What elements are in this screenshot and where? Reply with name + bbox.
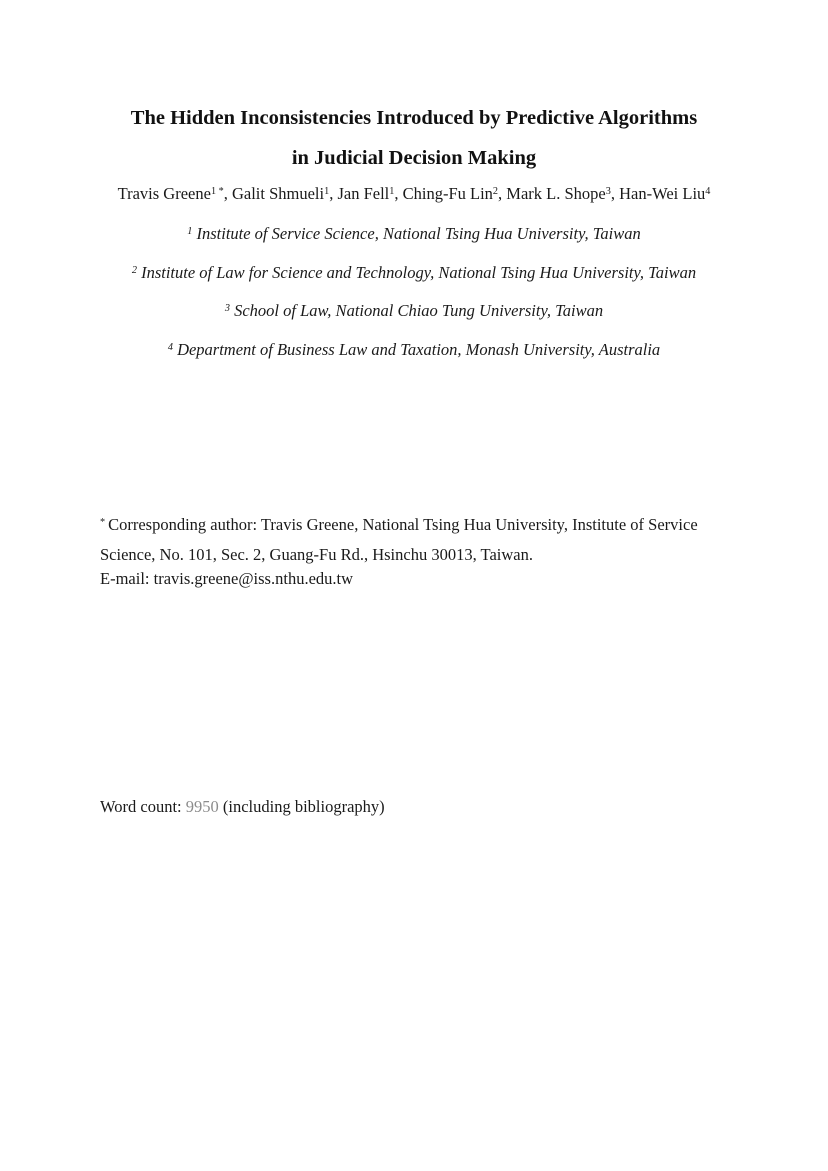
affiliation-line: $^4$ Department of Business Law and Taxation, Monash University, Australia [167,339,661,359]
affiliation-line: $^3$ School of Law, National Chiao Tung University, Taiwan [224,301,604,320]
author-name: Jan Fell$^1$ [337,184,395,203]
author-name: Ching-Fu Lin$^2$ [402,184,499,203]
corresponding-author-footnote [100,510,728,569]
email-label: E-mail: [100,569,150,588]
footnote-marker: * [100,517,106,529]
author-name: Han-Wei Liu$^4$ [619,184,711,203]
word-count-label: Word count: [100,797,182,816]
author-affiliation-mark: 2 [492,186,499,198]
author-affiliation-mark: 1 * [210,186,224,198]
word-count-line [100,796,385,818]
author-name: Galit Shmueli$^1$ [231,184,330,203]
affiliation-number: 2 [131,264,137,276]
author-affiliation-mark: 3 [605,186,611,198]
affiliation-number: 1 [187,226,193,238]
word-count-value: 9950 [185,797,219,816]
authors-line: Travis Greene$^{1 *}$, Galit Shmueli$^1$, Jan Fell$^1$, Ching-Fu Lin$^2$, Mark L. Shope$^3$, Han-Wei Liu$^4$ [117,184,711,203]
email-line [100,568,353,590]
affiliation-line: $^2$ Institute of Law for Science and Technology, National Tsing Hua University, Taiwan [131,262,697,282]
author-affiliation-mark: 1 [324,186,330,198]
affiliation-number: 4 [167,341,173,353]
author-affiliation-mark: 4 [705,186,711,198]
word-count-suffix: (including bibliography) [222,797,385,816]
paper-title-line2: in Judicial Decision Making [291,147,537,169]
affiliations-list [0,223,828,377]
affiliation-number: 3 [224,303,230,315]
author-name: Mark L. Shope$^3$ [506,184,611,203]
paper-title-line1: The Hidden Inconsistencies Introduced by Predictive Algorithms [130,107,698,129]
paper-title [0,98,828,178]
footnote-text: Corresponding author: Travis Greene, National Tsing Hua University, Institute of Service Science, No. 101, Sec. 2, Guang-Fu Rd., Hsinchu 30013, Taiwan. [100,515,698,564]
author-affiliation-mark: 1 [389,186,395,198]
author-name: Travis Greene$^{1 *}$ [117,184,224,203]
affiliation-line: $^1$ Institute of Service Science, National Tsing Hua University, Taiwan [187,224,641,243]
email-address: travis.greene@iss.nthu.edu.tw [153,569,354,588]
